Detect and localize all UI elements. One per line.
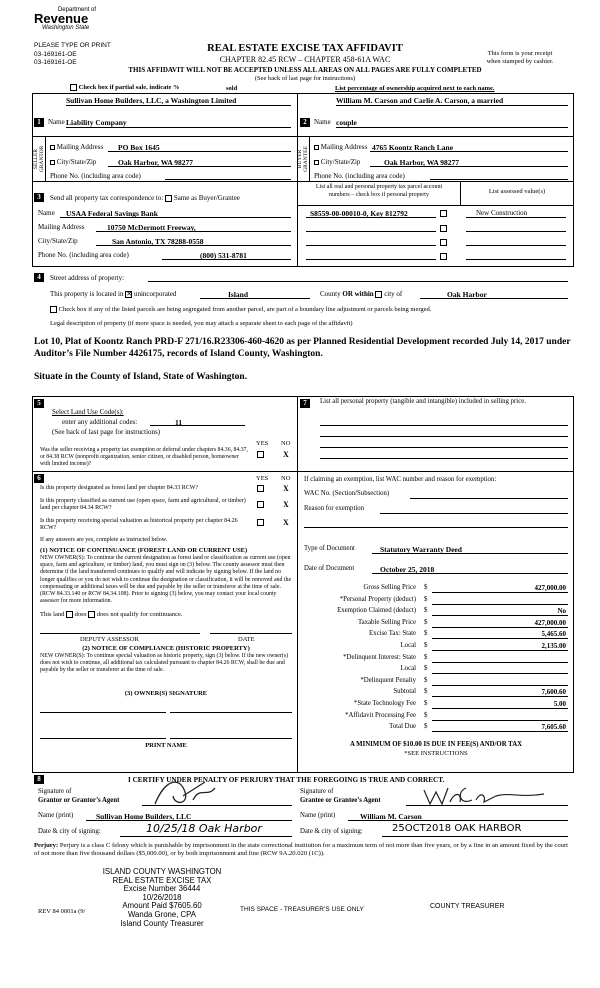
seller-city-label-text: City/State/Zip <box>56 158 97 166</box>
section-6-number: 6 <box>34 474 44 483</box>
grantee-sig-of: Signature of <box>300 788 334 795</box>
parcel-2-personal-checkbox[interactable] <box>440 225 447 232</box>
corr-name-label: Name <box>38 209 55 217</box>
stamp-line2: REAL ESTATE EXCISE TAX <box>112 875 212 885</box>
buyer-name-line1: William M. Carson and Carlie A. Carson, a married <box>336 96 504 105</box>
logo-line1: Department of <box>57 7 96 13</box>
perjury-bold: Perjury: <box>34 842 59 849</box>
print-name-label: PRINT NAME <box>145 742 187 749</box>
tax-row-dollar: $ <box>424 630 428 638</box>
same-as-buyer-checkbox[interactable] <box>165 195 172 202</box>
please-type: PLEASE TYPE OR PRINT <box>34 42 111 49</box>
tax-row-dollar: $ <box>424 676 428 684</box>
parcel-3-personal-checkbox[interactable] <box>440 239 447 246</box>
certify-line: I CERTIFY UNDER PENALTY OF PERJURY THAT THE FOREGOING IS TRUE AND CORRECT. <box>128 776 445 784</box>
buyer-city-value: Oak Harbor, WA 98277 <box>384 158 460 167</box>
partial-sale-checkbox[interactable] <box>70 84 77 91</box>
assessed-header: List assessed value(s) <box>488 188 546 195</box>
tax-row-dollar: $ <box>424 653 428 661</box>
corr-phone-value: (800) 531-8781 <box>200 251 247 260</box>
corr-name-value: USAA Federal Savings Bank <box>66 209 158 218</box>
stamp-line7: Island County Treasurer <box>120 918 204 928</box>
tax-row-label: Exemption Claimed (deduct) <box>337 607 416 615</box>
parcel-4-personal-checkbox[interactable] <box>440 253 447 260</box>
corr-mailing-label: Mailing Address <box>38 223 85 231</box>
form-subtitle: CHAPTER 82.45 RCW – CHAPTER 458-61A WAC <box>219 55 391 64</box>
tax-row-label: Gross Selling Price <box>363 584 416 591</box>
buyer-phone-label: Phone No. (including area code) <box>314 172 405 180</box>
seller-phone-label: Phone No. (including area code) <box>50 172 141 180</box>
stamp-line1: ISLAND COUNTY WASHINGTON <box>102 867 222 876</box>
located-label: This property is located in <box>50 290 124 298</box>
buyer-mailing-icon <box>314 145 319 150</box>
tax-row-value: 5,465.60 <box>541 630 566 639</box>
buyer-city-label-text: City/State/Zip <box>320 158 361 166</box>
section6-q2-no: X <box>283 500 289 509</box>
tax-row-value: 427,000.00 <box>534 584 566 592</box>
tax-row-dollar: $ <box>424 607 428 615</box>
tax-row-line <box>432 720 568 721</box>
city-value: Oak Harbor <box>447 290 487 299</box>
section6-q3-yes-checkbox[interactable] <box>257 519 264 526</box>
warning-line: THIS AFFIDAVIT WILL NOT BE ACCEPTED UNLESS ALL AREAS ON ALL PAGES ARE FULLY COMPLETED <box>128 66 482 74</box>
tax-row-dollar: $ <box>424 688 428 696</box>
city-of-label: city of <box>384 290 403 298</box>
send-correspondence <box>50 194 240 202</box>
tax-row-line <box>432 673 568 674</box>
or-within-label: OR within <box>342 290 374 298</box>
seller-name-line1: Sullivan Home Builders, LLC, a Washington Limited <box>66 96 237 105</box>
see-back-line: (See back of last page for instructions) <box>254 75 356 82</box>
situate-line: Situate in the County of Island, State of Washington. <box>34 372 248 382</box>
section6-q2-yes-checkbox[interactable] <box>257 501 264 508</box>
partial-sale-row <box>70 84 180 91</box>
segregated-label: Check box if any of the listed parcels are being segregated from another parcel, are part of a boundary line adjustment or parcels being merged. <box>58 306 432 313</box>
grantee-date-value: 25OCT2018 OAK HARBOR <box>392 823 522 834</box>
legal-desc-text: Lot 10, Plat of Koontz Ranch PRD-F 271/16.R23306-460-4620 as per Planned Residential Development recorded July 14, 2017 under Auditor’s File Number 4426175, records of Island County, Washington. <box>34 337 571 359</box>
city-of-checkbox[interactable] <box>375 291 382 298</box>
county-treasurer: COUNTY TREASURER <box>430 903 505 910</box>
notice2-text: NEW OWNER(S): To continue special valuation as historic property, sign (3) below. If the new owner(s) does not wish to continue, all additional tax calculated pursuant to chapter 84.26 RCW, shall be due and payable by the seller or transferor at the time of sale. <box>40 653 289 674</box>
unincorporated-label: unincorporated <box>133 290 177 298</box>
tax-row-value: 7,605.60 <box>541 723 566 732</box>
land-use-code: 11 <box>175 418 183 427</box>
section6-q3-no: X <box>283 518 289 527</box>
tax-row-dollar: $ <box>424 618 428 626</box>
tax-row-label: Local <box>400 665 416 673</box>
tax-row-value: 5.00 <box>553 700 566 708</box>
form-title: REAL ESTATE EXCISE TAX AFFIDAVIT <box>207 43 403 54</box>
tax-row-value: No <box>557 607 566 616</box>
segregated-checkbox[interactable] <box>50 306 57 313</box>
section6-q1-no: X <box>283 484 289 493</box>
section6-no: NO <box>281 475 291 482</box>
section6-q1-yes-checkbox[interactable] <box>257 485 264 492</box>
personal-property-label: List all personal property (tangible and intangible) included in selling price. <box>320 398 526 405</box>
rev-code: REV 84 0001a (9/ <box>38 908 86 915</box>
tax-row-label: Taxable Selling Price <box>357 618 416 626</box>
stamp-line3: Excise Number 36444 <box>123 884 201 894</box>
corr-mailing-value: 10750 McDermott Freeway, <box>107 223 196 232</box>
grantor-print-label: Name (print) <box>38 812 74 819</box>
owner-sig-label: (3) OWNER(S) SIGNATURE <box>124 690 208 697</box>
grantor-agent-label: Grantor or Grantor’s Agent <box>38 797 120 804</box>
dor-logo <box>34 7 100 31</box>
buyer-name-line2: couple <box>336 118 357 127</box>
land-use-label: Select Land Use Code(s): <box>52 408 124 416</box>
section5-q1: Was the seller receiving a property tax exemption or deferral under chapters 84.36, 84.37, or 84.38 RCW (nonprofit organization, senior citizen, or disabled person, homeowner with limited income)? <box>40 447 248 467</box>
notice1-text: NEW OWNER(S): To continue the current designation as forest land or classification as current use (open space, farm and agriculture, or timber) land, you must sign on (3) below. The county assessor must then determine if the land transferred continues to qualify and will indicate by signing below. If the land no longer qualifies or you do not wish to continue the designation or classification, it will be removed and the compensating or additional taxes will be due and payable by the seller or transferor at the time of sale. (RCW 84.33.140 or RCW 84.34.108). Prior to signing (3) below, you may contact your local county assessor for more information. <box>40 555 292 605</box>
does-not-label: does not qualify for continuance. <box>96 611 183 618</box>
tax-row-line <box>432 650 568 651</box>
section-5-number: 5 <box>34 399 44 408</box>
section5-q1-yes-checkbox[interactable] <box>257 451 264 458</box>
doc-type-value: Statutory Warranty Deed <box>380 545 462 554</box>
tax-row-line <box>432 592 568 593</box>
seller-city-value: Oak Harbor, WA 98277 <box>118 158 194 167</box>
section5-q1-no: X <box>283 450 289 459</box>
tax-row-label: Total Due <box>389 723 416 731</box>
parcel-header-1: List all real and personal property tax parcel account <box>315 184 443 190</box>
buyer-mailing-value: 4765 Koontz Ranch Lane <box>372 143 454 152</box>
receipt-note-2: when stamped by cashier. <box>486 58 554 65</box>
buyer-mailing-label-text: Mailing Address <box>320 143 368 151</box>
section-2-number: 2 <box>300 118 310 127</box>
tax-row-label: *Affidavit Processing Fee <box>345 711 416 719</box>
seller-city-icon <box>50 160 55 165</box>
tax-row-line <box>432 708 568 709</box>
tax-row-label: *State Technology Fee <box>353 700 416 707</box>
tax-row-label: *Personal Property (deduct) <box>339 595 416 603</box>
located-row <box>50 290 176 298</box>
section-7-number: 7 <box>300 399 310 408</box>
tax-row-label: *Delinquent Interest: State <box>343 653 416 661</box>
stamp-line4: 10/26/2018 <box>142 892 182 902</box>
grantor-sig-of: Signature of <box>38 788 72 795</box>
tax-row-line <box>432 662 568 663</box>
grantee-date-label: Date & city of signing: <box>300 828 363 835</box>
partial-sale-label: Check box if partial sale, indicate % <box>78 84 180 91</box>
unincorporated-checkbox[interactable]: ✕ <box>126 289 133 298</box>
does-checkbox[interactable] <box>66 611 73 618</box>
minimum-due: A MINIMUM OF $10.00 IS DUE IN FEE(S) AND/OR TAX <box>349 741 523 748</box>
tax-row-line <box>432 685 568 686</box>
notice2-title: (2) NOTICE OF COMPLIANCE (HISTORIC PROPERTY) <box>82 645 250 652</box>
deputy-assessor-label: DEPUTY ASSESSOR <box>80 636 139 643</box>
send-correspondence-label: Send all property tax correspondence to: <box>50 194 164 202</box>
exemption-label: If claiming an exemption, list WAC number and reason for exemption: <box>304 476 497 483</box>
does-not-checkbox[interactable] <box>88 611 95 618</box>
seller-mailing-label-text: Mailing Address <box>56 143 104 151</box>
tax-row-dollar: $ <box>424 584 428 591</box>
see-instructions: *SEE INSTRUCTIONS <box>404 750 468 757</box>
wac-label: WAC No. (Section/Subsection) <box>304 490 390 497</box>
tax-row-line <box>432 627 568 628</box>
tax-row-line <box>432 731 568 732</box>
list-percentage: List percentage of ownership acquired next to each name. <box>335 85 495 92</box>
tax-row-value: 7,600.60 <box>541 688 566 697</box>
tax-row-dollar: $ <box>424 723 428 731</box>
tax-row-line <box>432 615 568 616</box>
section-3-number: 3 <box>34 193 44 202</box>
street-address-label: Street address of property: <box>50 274 125 282</box>
grantor-date-value: 10/25/18 Oak Harbor <box>146 822 262 835</box>
code-2: 03-169161-OE <box>34 59 77 66</box>
grantee-signature <box>420 782 550 808</box>
perjury-text <box>34 842 574 858</box>
notice1-title: (1) NOTICE OF CONTINUANCE (FOREST LAND OR CURRENT USE) <box>40 547 248 554</box>
section6-q2: Is this property classified as current use (open space, farm and agricultural, or timber) land per chapter 84.34 RCW? <box>40 498 246 511</box>
does-label: does <box>74 611 87 618</box>
tax-row-label: *Delinquent Penalty <box>360 676 416 684</box>
treasurer-stamp <box>92 868 232 928</box>
seller-mailing-icon <box>50 145 55 150</box>
section6-q3: Is this property receiving special valuation as historical property per chapter 84.26 RCW? <box>40 518 238 531</box>
seller-side-label: SELLER GRANTOR <box>33 145 45 173</box>
seller-name-line2: Liability Company <box>66 118 127 127</box>
perjury-body: Perjury is a class C felony which is punishable by imprisonment in the state correctional institution for a maximum term of not more than five years, or by a fine in an amount fixed by the court of not more than five thousand dollars ($5,000.00), or by both imprisonment and fine (RCW 9A.20.020 (1C)). <box>34 842 568 857</box>
legal-desc-label: Legal description of property (if more space is needed, you may attach a separate sheet to each page of the affidavit) <box>50 320 353 327</box>
tax-row-line <box>432 638 568 639</box>
section-8-number: 8 <box>34 775 44 784</box>
tax-row-dollar: $ <box>424 700 428 707</box>
logo-line3: Washington State <box>42 25 90 31</box>
parcel-1-value: S8559-00-00010-0, Key 812792 <box>310 209 408 218</box>
county-value: Island <box>228 290 249 299</box>
seller-name-label: Name <box>48 118 65 126</box>
buyer-city-label <box>314 158 360 166</box>
receipt-note-1: This form is your receipt <box>487 50 553 57</box>
reason-label: Reason for exemption <box>304 505 365 512</box>
parcel-1-personal-checkbox[interactable] <box>440 210 447 217</box>
this-land-row <box>40 611 183 618</box>
treasurer-space: THIS SPACE - TREASURER’S USE ONLY <box>240 906 364 913</box>
doc-date-value: October 25, 2018 <box>380 565 435 574</box>
grantor-print-name: Sullivan Home Builders, LLC <box>96 812 192 821</box>
seller-mailing-value: PO Box 1645 <box>118 143 160 152</box>
doc-type-label: Type of Document <box>304 545 355 552</box>
additional-codes-label: enter any additional codes: <box>62 418 138 426</box>
tax-row-label: Subtotal <box>393 688 416 696</box>
grantor-date-label: Date & city of signing: <box>38 828 101 835</box>
tax-row-label: Excise Tax: State <box>369 630 416 638</box>
county-label: County <box>320 290 341 298</box>
segregated-row <box>50 306 431 313</box>
section-4-number: 4 <box>34 273 44 282</box>
tax-row-dollar: $ <box>424 642 428 649</box>
tax-row-label: Local <box>400 642 416 649</box>
buyer-mailing-label <box>314 143 367 151</box>
logo-name: Revenue <box>34 11 89 26</box>
section-1-number: 1 <box>34 118 44 127</box>
buyer-city-icon <box>314 160 319 165</box>
buyer-side-label: BUYER GRANTEE <box>297 146 309 172</box>
section5-yes: YES <box>256 440 269 447</box>
stamp-line6: Wanda Grone, CPA <box>127 909 197 919</box>
section6-q1: Is this property designated as forest land per chapter 84.33 RCW? <box>40 485 199 491</box>
grantee-print-name: William M. Carson <box>360 812 422 821</box>
tax-row-line <box>432 604 568 605</box>
parcel-header-2: numbers – check box if personal property <box>329 192 429 198</box>
partial-sold: sold <box>226 85 238 92</box>
section5-see-back: (See back of last page for instructions) <box>52 428 161 436</box>
corr-phone-label: Phone No. (including area code) <box>38 251 129 259</box>
date-label: DATE <box>238 636 255 643</box>
tax-row-dollar: $ <box>424 595 428 603</box>
grantor-signature <box>145 774 235 810</box>
tax-row-dollar: $ <box>424 665 428 673</box>
tax-row-line <box>432 696 568 697</box>
section6-yes: YES <box>256 475 269 482</box>
buyer-name-label: Name <box>314 118 331 126</box>
tax-row-value: 2,135.00 <box>541 642 566 650</box>
corr-city-label: City/State/Zip <box>38 237 78 245</box>
grantee-print-label: Name (print) <box>300 812 336 819</box>
doc-date-label: Date of Document <box>304 565 355 572</box>
if-any-yes: If any answers are yes, complete as instructed below. <box>40 537 168 543</box>
seller-mailing-label <box>50 143 103 151</box>
county-row <box>320 290 402 298</box>
section5-no: NO <box>281 440 291 447</box>
this-land-label: This land <box>40 611 65 618</box>
same-as-buyer-label: Same as Buyer/Grantee <box>173 194 240 202</box>
tax-row-value: 427,000.00 <box>534 618 566 627</box>
tax-row-dollar: $ <box>424 711 428 719</box>
assessed-1-value: New Construction <box>476 209 528 217</box>
stamp-line5: Amount Paid $7605.60 <box>122 901 202 911</box>
corr-city-value: San Antonio, TX 78288-0558 <box>112 237 204 246</box>
grantee-agent-label: Grantee or Grantee’s Agent <box>300 797 381 804</box>
code-1: 03-169161-OE <box>34 51 77 58</box>
seller-city-label <box>50 158 96 166</box>
